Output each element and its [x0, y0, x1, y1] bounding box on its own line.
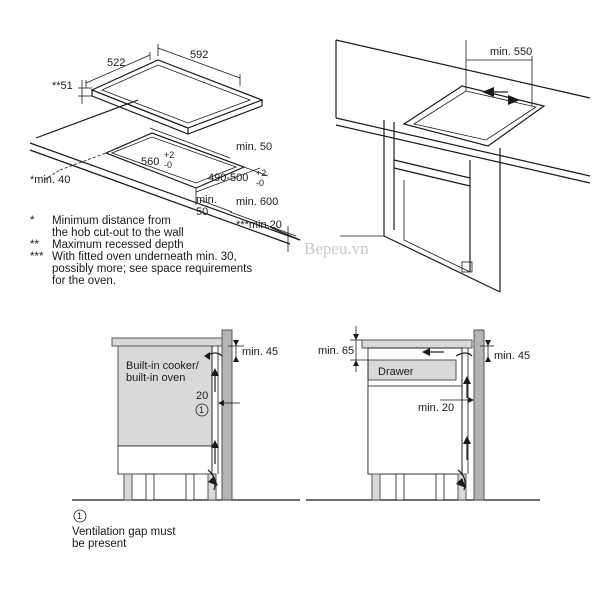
dim-recess-51: **51	[52, 80, 73, 92]
cutout-depth-tol-minus: -0	[256, 178, 265, 188]
note-3-line3: for the oven.	[52, 275, 116, 287]
legend-line2: be present	[72, 538, 127, 550]
note-1-mark: *	[30, 215, 35, 227]
cutout-tol-minus: -0	[164, 160, 173, 170]
watermark: Bepeu.vn	[304, 239, 369, 258]
note-3-line1: With fitted oven underneath min. 30,	[52, 251, 237, 263]
hob-side-edge	[188, 100, 262, 134]
cooker-min-45: min. 45	[242, 346, 279, 358]
cutout-depth-tol-plus: +2	[256, 168, 267, 178]
note-1-line1: Minimum distance from	[52, 215, 171, 227]
footnotes	[30, 215, 252, 287]
drawer-min-20: min. 20	[418, 402, 455, 414]
cooker-label-line1: Built-in cooker/	[126, 360, 199, 372]
legend-line1: Ventilation gap must	[72, 526, 176, 538]
drawer-min-65: min. 65	[318, 345, 355, 357]
note-1-line2: the hob cut-out to the wall	[52, 227, 184, 239]
wall-worktop-diagram	[336, 40, 590, 292]
cooker-circle-ref: 1	[199, 405, 205, 415]
hob-top	[92, 60, 262, 128]
cutout-tol-plus: +2	[164, 150, 175, 160]
note-3-mark: ***	[30, 251, 44, 263]
cooker-gap-20: 20	[196, 390, 209, 402]
dim-522: 522	[107, 57, 126, 69]
min-front-value: 50	[196, 206, 209, 218]
drawer-min-45: min. 45	[494, 350, 531, 362]
min-front-label: min.	[196, 194, 217, 206]
dim-592: 592	[190, 49, 209, 61]
min-550: min. 550	[490, 46, 533, 58]
wall-left	[222, 330, 232, 500]
min-600: min. 600	[236, 196, 279, 208]
drawer-label: Drawer	[378, 366, 414, 378]
note-2-mark: **	[30, 239, 39, 251]
note-3-line2: possibly more; see space requirements	[52, 263, 253, 275]
min-50-back: min. 50	[236, 141, 273, 153]
cutout-width: 560	[141, 156, 160, 168]
min-40-wall: *min. 40	[30, 174, 71, 186]
cutout-depth: 490-500	[208, 172, 249, 184]
cooker-label-line2: built-in oven	[126, 372, 186, 384]
min-20: ***min.20	[236, 219, 282, 231]
wall-right	[474, 330, 484, 500]
legend-circle-ref: 1	[77, 511, 83, 521]
note-2-line1: Maximum recessed depth	[52, 239, 184, 251]
